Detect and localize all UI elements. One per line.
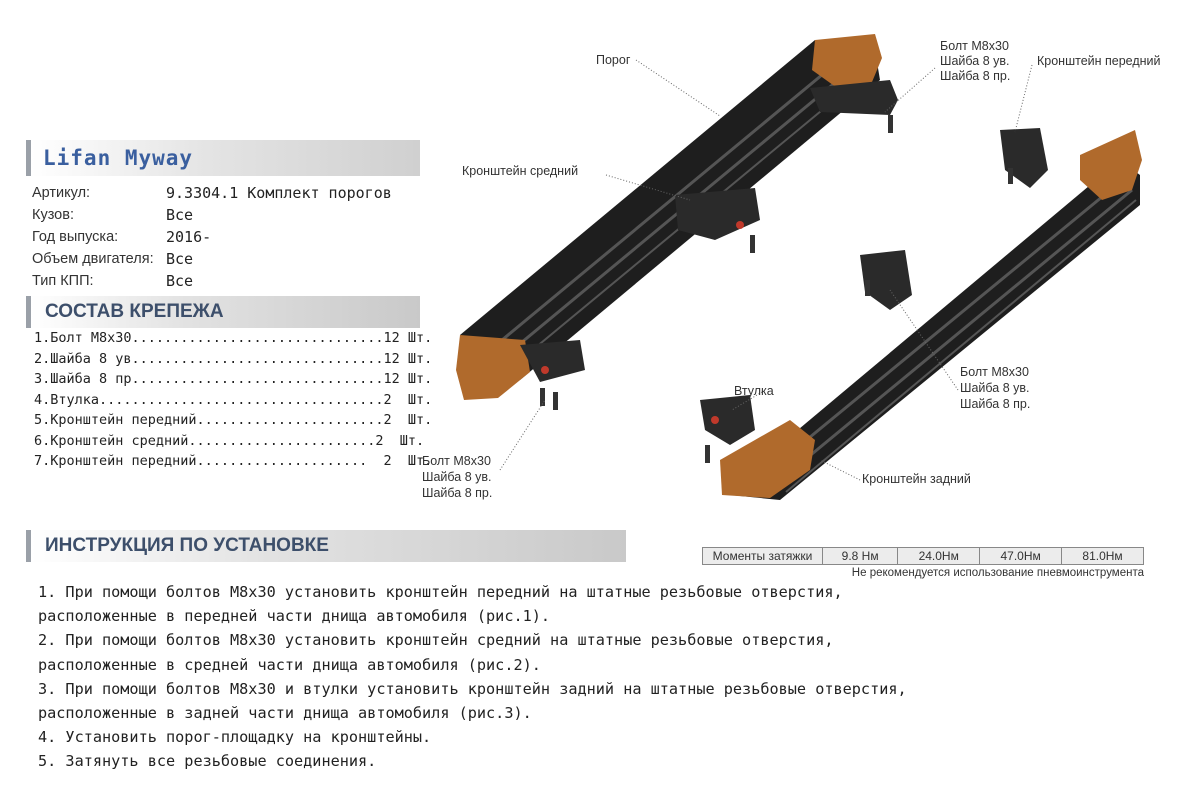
- spec-table: [32, 182, 442, 292]
- spec-label: Год выпуска:: [32, 229, 119, 245]
- instruction-line: 4. Установить порог-площадку на кронштейны.: [38, 728, 432, 747]
- label-bolt-low-2: Шайба 8 ув.: [422, 470, 492, 484]
- list-item: 5.Кронштейн передний.......................2 Шт.: [34, 412, 433, 428]
- instructions-title: ИНСТРУКЦИЯ ПО УСТАНОВКЕ: [45, 535, 329, 556]
- torque-table: [702, 547, 1144, 579]
- instructions-section-header: [26, 530, 626, 562]
- spec-label: Тип КПП:: [32, 273, 94, 289]
- lower-step-board: [720, 130, 1142, 500]
- label-bolt-mid-1: Болт М8х30: [960, 365, 1029, 379]
- instruction-line: расположенные в передней части днища автомобиля (рис.1).: [38, 607, 551, 626]
- spec-row: [32, 270, 442, 292]
- spec-value: Все: [166, 206, 194, 224]
- model-title: Lifan Myway: [43, 146, 194, 170]
- list-item: 3.Шайба 8 пр...............................12 Шт.: [34, 371, 433, 387]
- torque-value: 47.0Нм: [980, 548, 1062, 565]
- label-rear-bracket: Кронштейн задний: [862, 472, 971, 486]
- instruction-line: 3. При помощи болтов М8х30 и втулки установить кронштейн задний на штатные резьбовые отверстия,: [38, 679, 907, 698]
- fasteners-list: [34, 330, 433, 474]
- torque-value: 24.0Нм: [898, 548, 980, 565]
- upper-rear-cap: [456, 335, 530, 400]
- instruction-line: 2. При помощи болтов М8х30 установить кронштейн средний на штатные резьбовые отверстия,: [38, 631, 834, 650]
- spec-label: Объем двигателя:: [32, 251, 154, 267]
- label-middle-bracket: Кронштейн средний: [462, 164, 579, 178]
- instruction-line: 1. При помощи болтов М8х30 установить кронштейн передний на штатные резьбовые отверстия,: [38, 583, 843, 601]
- list-item: 6.Кронштейн средний.......................2 Шт.: [34, 432, 425, 449]
- label-bolt-mid-3: Шайба 8 пр.: [960, 397, 1031, 411]
- torque-label: Моменты затяжки: [703, 548, 823, 565]
- spec-row: [32, 226, 442, 248]
- list-item: 7.Кронштейн передний..................... 2 Шт.: [34, 453, 433, 469]
- model-title-bar: [26, 140, 420, 176]
- fasteners-title: СОСТАВ КРЕПЕЖА: [45, 301, 224, 322]
- label-bolt-top-2: Шайба 8 ув.: [940, 54, 1010, 68]
- torque-grid: [702, 547, 1144, 565]
- torque-note: Не рекомендуется использование пневмоинструмента: [851, 567, 1144, 579]
- spec-label: Артикул:: [32, 185, 91, 201]
- label-bolt-top-3: Шайба 8 пр.: [940, 69, 1011, 83]
- label-front-bracket: Кронштейн передний: [1037, 54, 1161, 68]
- label-bolt-low-1: Болт М8х30: [422, 454, 491, 468]
- list-item: 1.Болт М8х30...............................12 Шт.: [34, 330, 433, 346]
- label-bolt-mid-2: Шайба 8 ув.: [960, 381, 1030, 395]
- spec-value: Все: [166, 250, 194, 268]
- label-bolt-top-1: Болт М8х30: [940, 39, 1009, 53]
- spec-row: [32, 182, 442, 204]
- list-item: 2.Шайба 8 ув...............................12 Шт.: [34, 350, 433, 367]
- spec-value: 2016-: [166, 228, 212, 246]
- spec-row: [32, 204, 442, 226]
- label-porog: Порог: [596, 53, 631, 67]
- torque-value: 9.8 Нм: [823, 548, 898, 565]
- instruction-line: 5. Затянуть все резьбовые соединения.: [38, 752, 377, 771]
- spec-label: Кузов:: [32, 207, 74, 223]
- torque-value: 81.0Нм: [1062, 548, 1144, 565]
- label-bolt-low-3: Шайба 8 пр.: [422, 486, 493, 500]
- spec-value: 9.3304.1 Комплект порогов: [166, 184, 392, 202]
- list-item: 4.Втулка...................................2 Шт.: [34, 391, 433, 408]
- spec-value: Все: [166, 272, 194, 290]
- instruction-steps: [38, 580, 1188, 774]
- label-bushing: Втулка: [734, 384, 774, 398]
- instruction-line: расположенные в задней части днища автомобиля (рис.3).: [38, 703, 532, 722]
- upper-brackets: [520, 80, 898, 382]
- installation-diagram: [420, 20, 1200, 520]
- fasteners-section-header: [26, 296, 420, 328]
- instruction-line: расположенные в средней части днища автомобиля (рис.2).: [38, 655, 541, 674]
- spec-row: [32, 248, 442, 270]
